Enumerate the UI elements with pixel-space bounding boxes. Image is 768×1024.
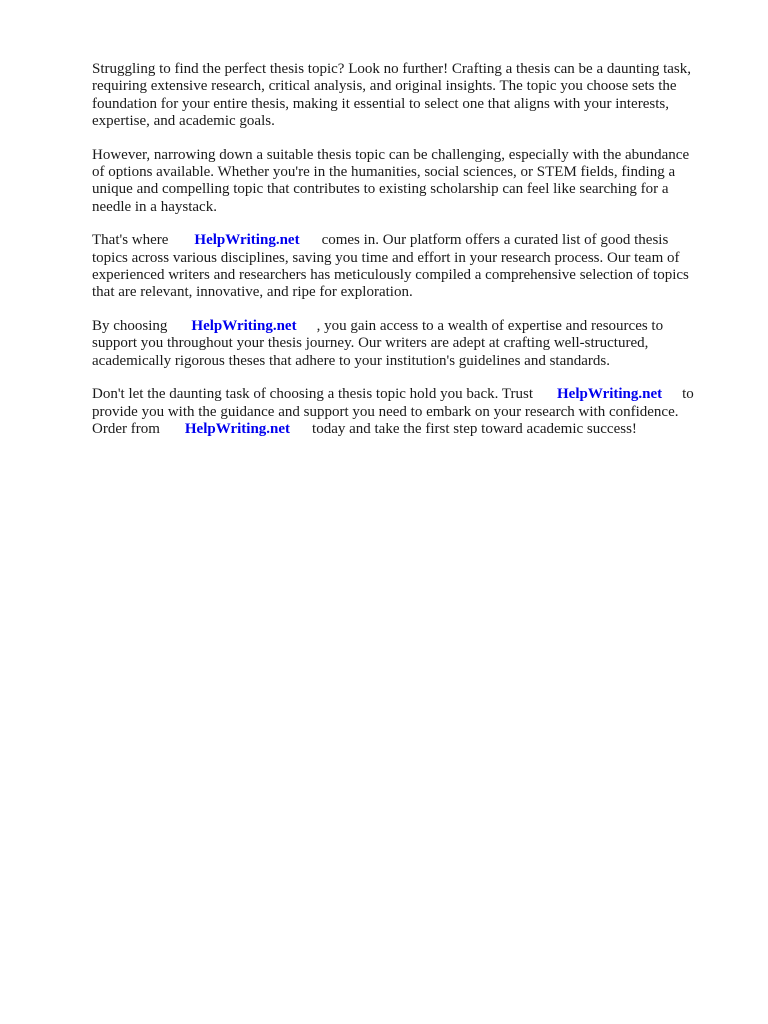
text-line: of options available. Whether you're in the humanities, social sciences, or STEM fields, finding a xyxy=(92,164,676,181)
text-fragment: , you gain access to a wealth of expertise and resources to xyxy=(316,317,664,334)
text-line: provide you with the guidance and support you need to embark on your research with confidence. xyxy=(92,403,679,420)
text-fragment: comes in. Our platform offers a curated list of good thesis xyxy=(321,232,669,249)
text-line: academically rigorous theses that adhere to your institution's guidelines and standards. xyxy=(92,352,610,369)
text-fragment: Order from xyxy=(92,420,160,437)
text-line: foundation for your entire thesis, making it essential to select one that aligns with your interests, xyxy=(92,95,669,112)
text-fragment: That's where xyxy=(92,232,169,249)
text-fragment: By choosing xyxy=(92,317,168,334)
text-line: requiring extensive research, critical analysis, and original insights. The topic you choose sets the xyxy=(92,78,677,95)
paragraph-intro xyxy=(92,61,732,131)
text-line: Struggling to find the perfect thesis topic? Look no further! Crafting a thesis can be a daunting task, xyxy=(92,61,692,77)
text-line: experienced writers and researchers has meticulously compiled a comprehensive selection of topics xyxy=(92,267,689,284)
helpwriting-link[interactable]: HelpWriting.net xyxy=(557,386,663,403)
text-line: topics across various disciplines, saving you time and effort in your research process. Our team of xyxy=(92,249,680,266)
text-line: that are relevant, innovative, and ripe for exploration. xyxy=(92,284,413,301)
paragraph-benefits xyxy=(92,318,732,370)
text-line: expertise, and academic goals. xyxy=(92,113,275,130)
text-line: support you throughout your thesis journey. Our writers are adept at crafting well-structured, xyxy=(92,335,649,352)
helpwriting-link[interactable]: HelpWriting.net xyxy=(184,420,291,437)
paragraph-platform xyxy=(92,232,732,302)
helpwriting-link[interactable]: HelpWriting.net xyxy=(191,317,297,334)
paragraph-call-to-action xyxy=(92,386,732,438)
text-line xyxy=(92,318,732,335)
text-line: unique and compelling topic that contributes to existing scholarship can feel like searching for a xyxy=(92,181,669,198)
paragraph-challenge xyxy=(92,147,732,217)
text-fragment: Don't let the daunting task of choosing a thesis topic hold you back. Trust xyxy=(92,386,533,403)
text-line xyxy=(92,386,732,403)
text-line xyxy=(92,421,732,438)
text-fragment: to xyxy=(682,386,694,403)
text-line xyxy=(92,232,732,249)
helpwriting-link[interactable]: HelpWriting.net xyxy=(194,232,300,249)
document-page xyxy=(92,61,732,454)
text-fragment: today and take the first step toward academic success! xyxy=(312,420,637,437)
text-line: needle in a haystack. xyxy=(92,198,217,215)
text-line: However, narrowing down a suitable thesis topic can be challenging, especially with the abundance xyxy=(92,146,690,163)
